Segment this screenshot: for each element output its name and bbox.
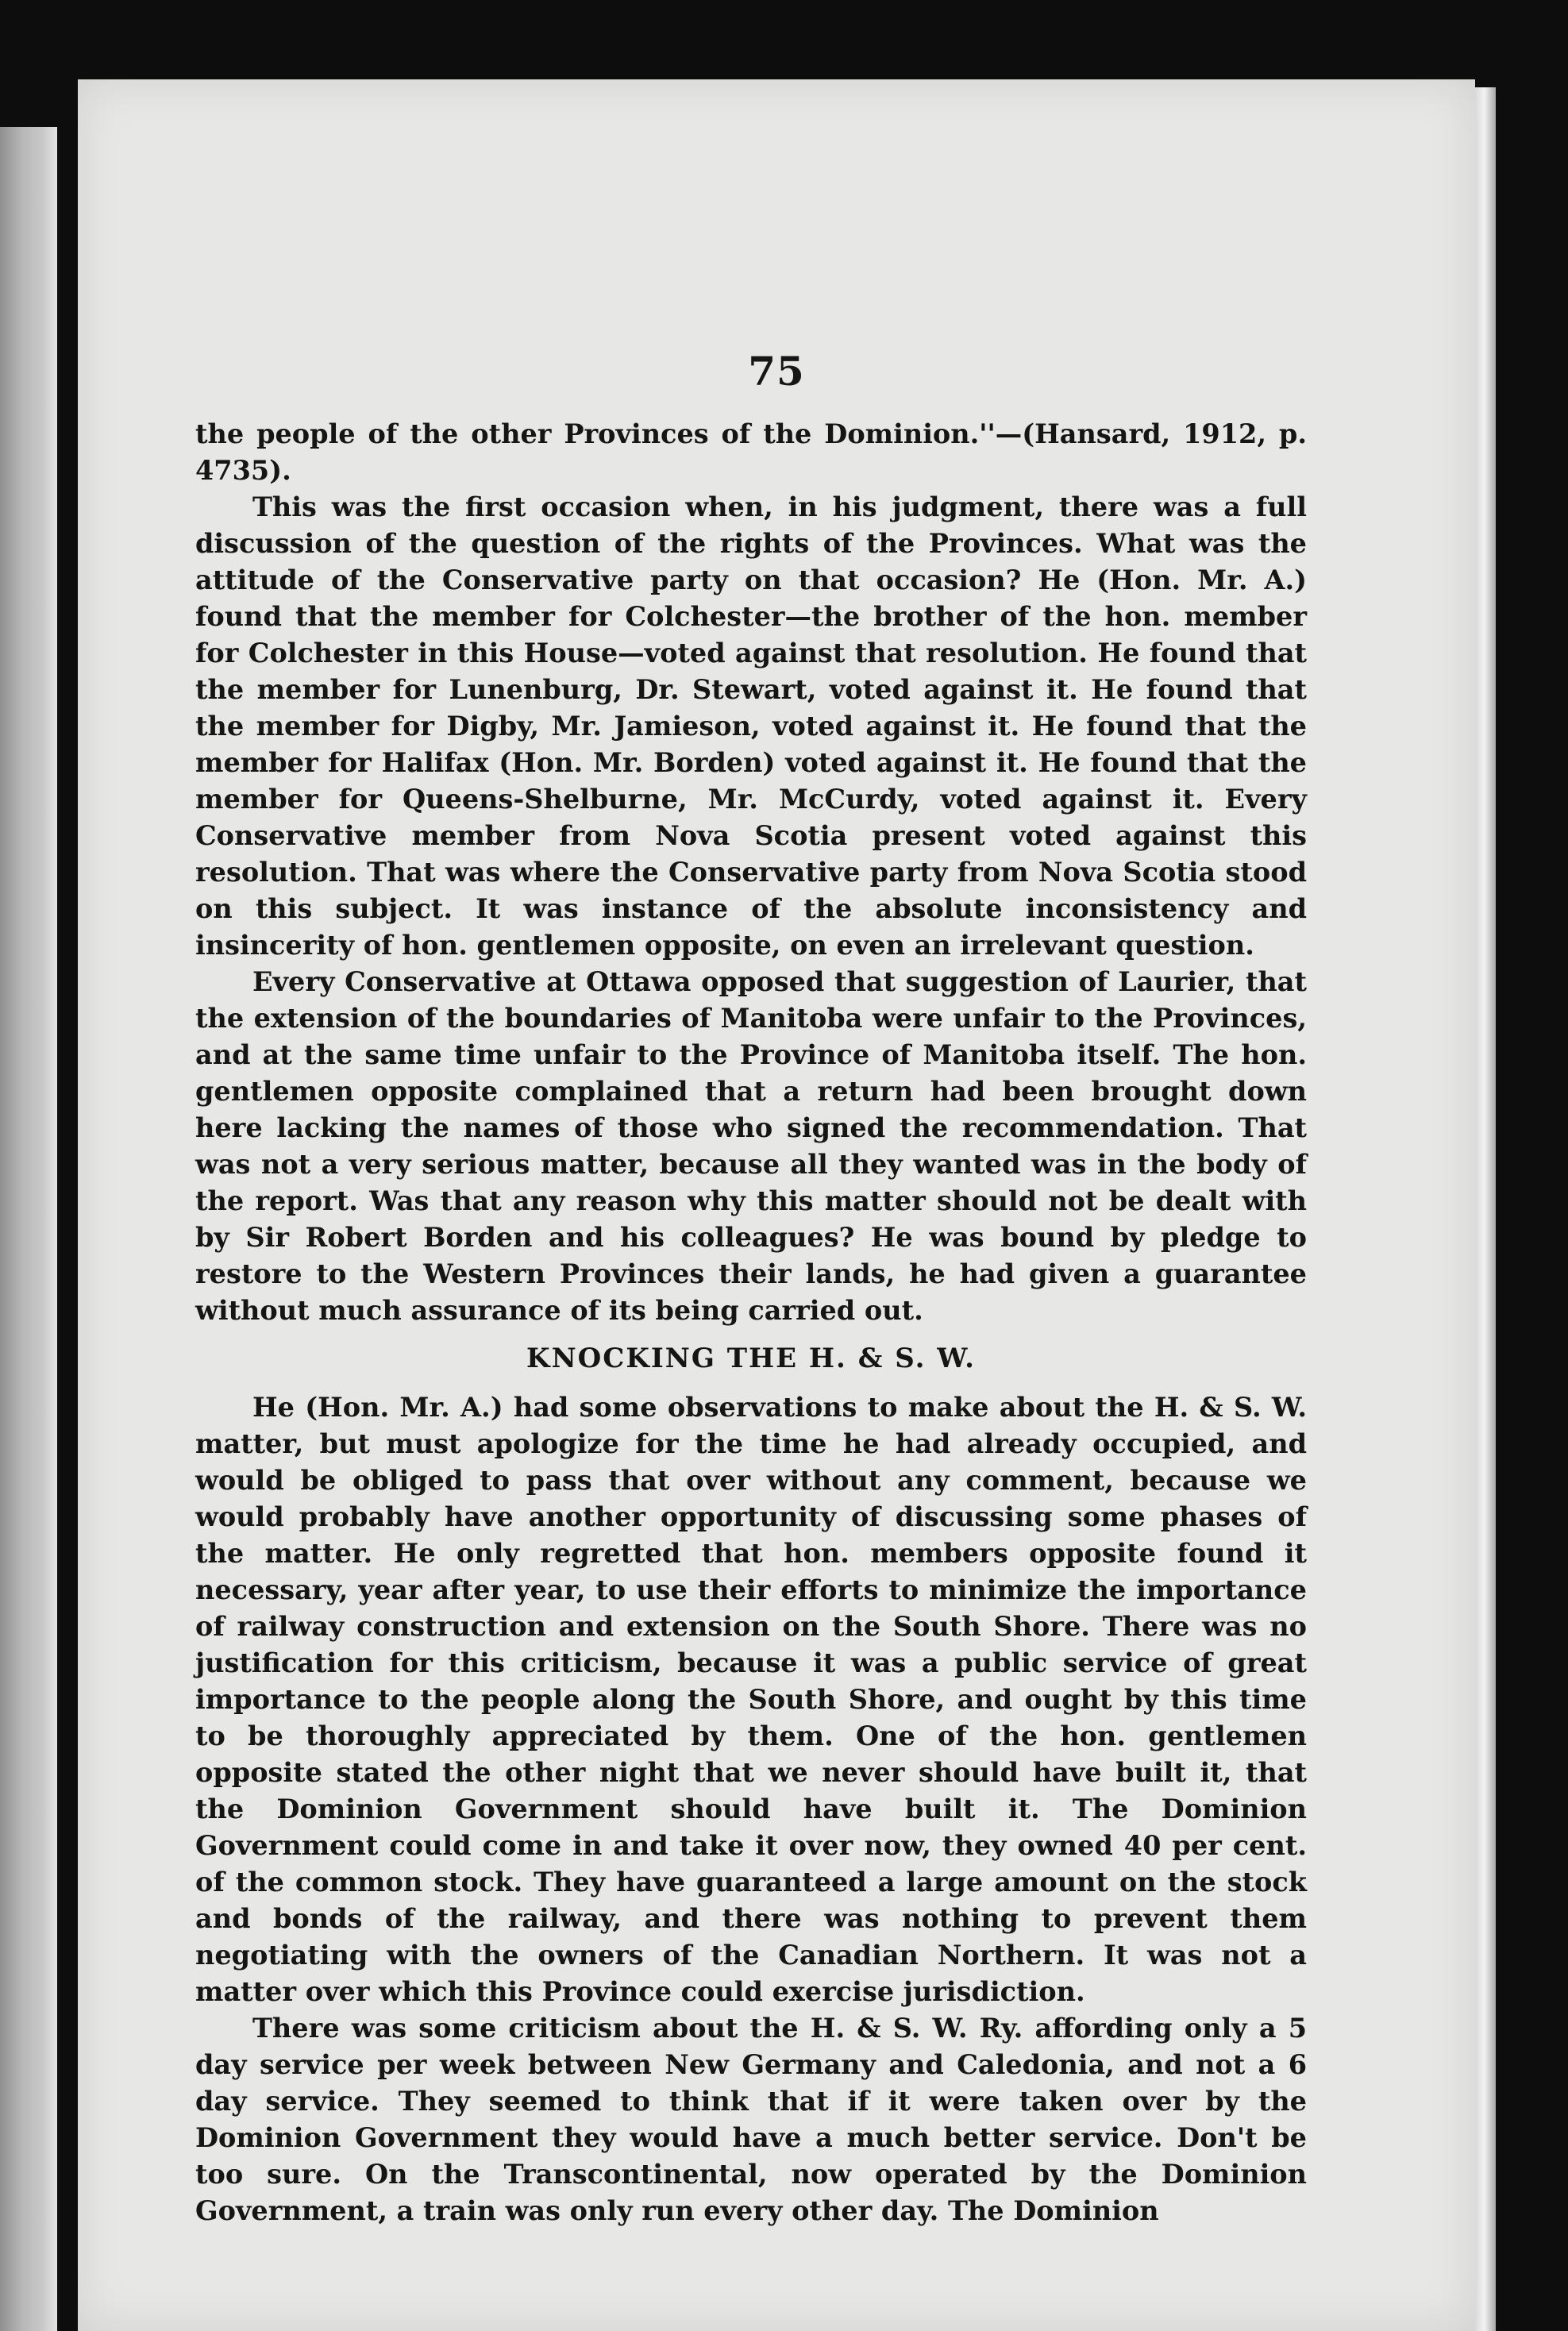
paragraph-hsw-matter: He (Hon. Mr. A.) had some observations to make about the H. & S. W. matter, but must apologize for the time he had already occupied, and would be obliged to pass that over without any comment, because we would probably have another opportunity of discussing some phases of the matter. He only regretted that hon. members opposite found it necessary, year after year, to use their efforts to minimize the importance of railway construction and extension on the South Shore. There was no justification for this criticism, because it was a public service of great importance to the people along the South Shore, and ought by this time to be thoroughly appreciated by them. One of the hon. gentlemen opposite stated the other night that we never should have built it, that the Dominion Government should have built it. The Dominion Government could come in and take it over now, they owned 40 per cent. of the common stock. They have guaranteed a large amount on the stock and bonds of the railway, and there was nothing to prevent them negotiating with the owners of the Canadian Northern. It was not a matter over which this Province could exercise jurisdiction. [195, 1392, 1307, 2007]
page-number: 75 [748, 348, 805, 395]
paragraph-hsw-service: There was some criticism about the H. & S. W. Ry. affording only a 5 day service per week between New Germany and Caledonia, and not a 6 day service. They seemed to think that if it were taken over by the Dominion Government they would have a much better service. Don't be too sure. On the Transcontinental, now operated by the Dominion Government, a train was only run every other day. The Dominion [195, 2013, 1307, 2226]
page-text [195, 416, 1307, 2229]
document-page [78, 79, 1475, 2331]
paragraph-conservative-attitude: This was the first occasion when, in his judgment, there was a full discussion of the question of the rights of the Provinces. What was the attitude of the Conservative party on that occasion? He (Hon. Mr. A.) found that the member for Colchester—the brother of the hon. member for Colchester in this House—voted against that resolution. He found that the member for Lunenburg, Dr. Stewart, voted against it. He found that the member for Digby, Mr. Jamieson, voted against it. He found that the member for Halifax (Hon. Mr. Borden) voted against it. He found that the member for Queens-Shelburne, Mr. McCurdy, voted against it. Every Conservative member from Nova Scotia present voted against this resolution. That was where the Conservative party from Nova Scotia stood on this subject. It was instance of the absolute inconsistency and insincerity of hon. gentlemen opposite, on even an irrelevant question. [195, 491, 1307, 961]
right-page-edge [1475, 87, 1496, 2331]
paragraph-continuation: the people of the other Provinces of the Dominion.''—(Hansard, 1912, p. 4735). [195, 418, 1307, 486]
section-heading: KNOCKING THE H. & S. W. [526, 1343, 976, 1374]
left-page-edge [0, 127, 57, 2331]
paragraph-manitoba-boundaries: Every Conservative at Ottawa opposed that suggestion of Laurier, that the extension of the boundaries of Manitoba were unfair to the Provinces, and at the same time unfair to the Province of Manitoba itself. The hon. gentlemen opposite complained that a return had been brought down here lacking the names of those who signed the recommendation. That was not a very serious matter, because all they wanted was in the body of the report. Was that any reason why this matter should not be dealt with by Sir Robert Borden and his colleagues? He was bound by pledge to restore to the Western Provinces their lands, he had given a guarantee without much assurance of its being carried out. [195, 966, 1307, 1326]
